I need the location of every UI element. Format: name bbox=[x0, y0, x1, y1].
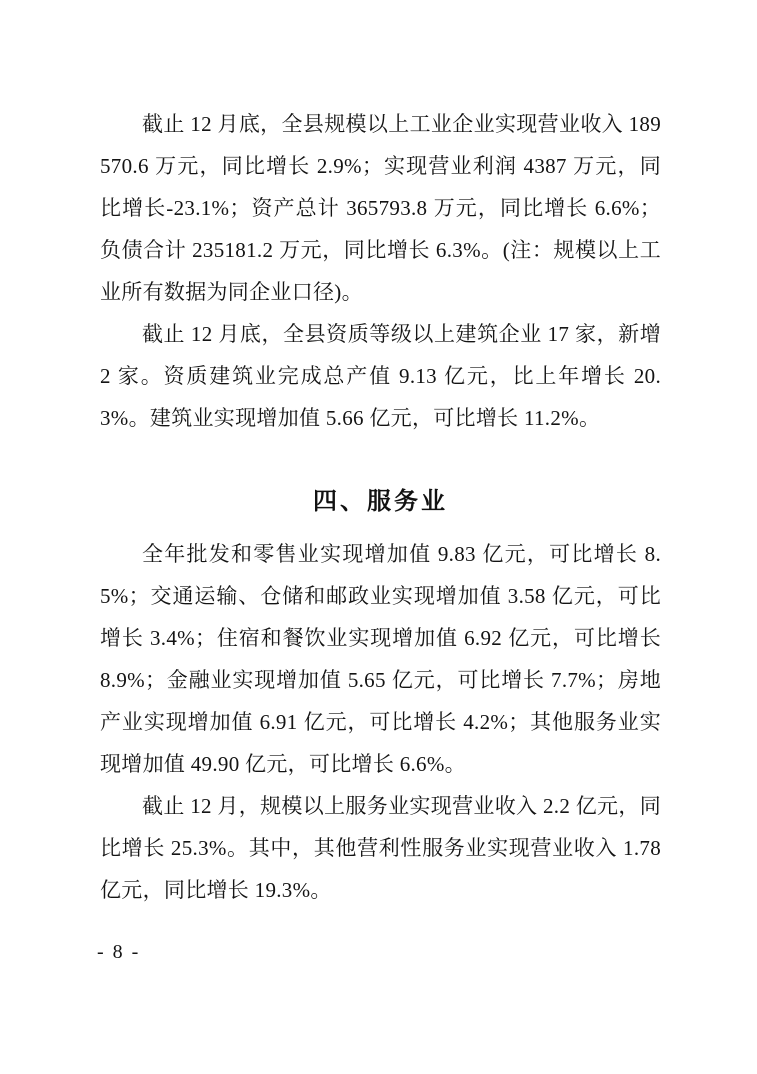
page-number: - 8 - bbox=[97, 941, 141, 963]
document-body bbox=[100, 103, 661, 911]
section-heading-services: 四、服务业 bbox=[313, 488, 448, 515]
paragraph-services-value-added: 全年批发和零售业实现增加值 9.83 亿元，可比增长 8.5%；交通运输、仓储和邮政业实现增加值 3.58 亿元，可比增长 3.4%；住宿和餐饮业实现增加值 6.92 亿元，可比增长 8.9%；金融业实现增加值 5.65 亿元，可比增长 7.7%；房地产业实现增加值 6.91 亿元，可比增长 4.2%；其他服务业实现增加值 49.90 亿元，可比增长 6.6%。 bbox=[100, 542, 661, 776]
paragraph-industry-revenue: 截止 12 月底，全县规模以上工业企业实现营业收入 189570.6 万元，同比增长 2.9%；实现营业利润 4387 万元，同比增长-23.1%；资产总计 365793.8 万元，同比增长 6.6%；负债合计 235181.2 万元，同比增长 6.3%。(注：规模以上工业所有数据为同企业口径)。 bbox=[100, 112, 661, 304]
paragraph-construction: 截止 12 月底，全县资质等级以上建筑企业 17 家，新增 2 家。资质建筑业完成总产值 9.13 亿元，比上年增长 20.3%。建筑业实现增加值 5.66 亿元，可比增长 11.2%。 bbox=[100, 322, 661, 430]
paragraph-services-revenue: 截止 12 月，规模以上服务业实现营业收入 2.2 亿元，同比增长 25.3%。其中，其他营利性服务业实现营业收入 1.78 亿元，同比增长 19.3%。 bbox=[100, 794, 661, 902]
